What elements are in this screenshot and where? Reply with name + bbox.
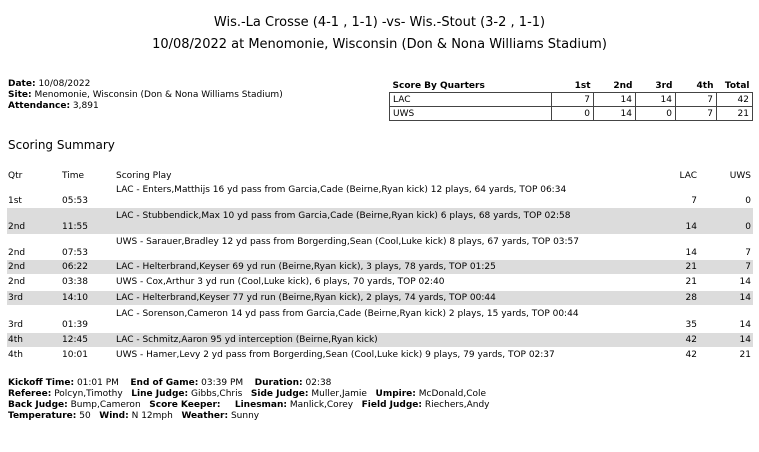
row-time: 12:45 xyxy=(62,335,88,345)
row-qtr: 4th xyxy=(8,335,23,345)
scoring-row xyxy=(7,349,753,363)
sbq-q3: 0 xyxy=(636,107,676,121)
row-time: 06:22 xyxy=(62,262,88,272)
row-lac-score: 14 xyxy=(685,222,697,232)
duration-value: 02:38 xyxy=(305,378,332,388)
row-time: 01:39 xyxy=(62,320,88,330)
row-play: UWS - Sarauer,Bradley 12 yd pass from Borgerding,Sean (Cool,Luke kick) 8 plays, 67 yards, TOP 03:57 xyxy=(116,237,580,247)
date-value: 10/08/2022 xyxy=(38,79,91,89)
row-time: 05:53 xyxy=(62,196,88,206)
sbq-total: 42 xyxy=(717,93,753,107)
score-by-quarters-table xyxy=(389,80,753,121)
game-title: Wis.-La Crosse (4-1 , 1-1) -vs- Wis.-Stout (3-2 , 1-1) xyxy=(213,15,546,30)
umpire-value: McDonald,Cole xyxy=(418,389,487,399)
date-label: Date: xyxy=(8,79,36,89)
duration-label: Duration: xyxy=(254,378,303,388)
row-time: 07:53 xyxy=(62,248,88,258)
attendance-line xyxy=(8,101,283,112)
game-subtitle: 10/08/2022 at Menomonie, Wisconsin (Don & Nona Williams Stadium) xyxy=(152,37,607,52)
sbq-header-q3: 3rd xyxy=(655,81,673,91)
row-play: UWS - Cox,Arthur 3 yd run (Cool,Luke kick), 6 plays, 70 yards, TOP 02:40 xyxy=(116,277,445,287)
sbq-q2: 14 xyxy=(594,93,636,107)
scoring-row xyxy=(7,260,753,274)
row-qtr: 3rd xyxy=(8,293,23,303)
row-qtr: 2nd xyxy=(8,262,26,272)
game-info xyxy=(8,79,283,112)
sbq-team: UWS xyxy=(390,107,552,121)
row-qtr: 4th xyxy=(8,350,23,360)
wind-label: Wind: xyxy=(99,411,129,421)
field-judge-value: Riechers,Andy xyxy=(424,400,490,410)
row-qtr: 2nd xyxy=(8,248,26,258)
row-uws-score: 14 xyxy=(739,335,751,345)
row-qtr: 3rd xyxy=(8,320,23,330)
kickoff-value: 01:01 PM xyxy=(76,378,119,388)
line-judge-value: Gibbs,Chris xyxy=(190,389,243,399)
col-header-uws: UWS xyxy=(729,171,751,181)
sbq-header-q1: 1st xyxy=(574,81,591,91)
side-judge-label: Side Judge: xyxy=(250,389,309,399)
site-value: Menomonie, Wisconsin (Don & Nona Williams Stadium) xyxy=(34,90,283,100)
row-time: 14:10 xyxy=(62,293,88,303)
row-play: LAC - Enters,Matthijs 16 yd pass from Garcia,Cade (Beirne,Ryan kick) 12 plays, 64 yards, TOP 06:34 xyxy=(116,185,567,195)
sbq-q1: 0 xyxy=(552,107,594,121)
sbq-total: 21 xyxy=(717,107,753,121)
linesman-label: Linesman: xyxy=(234,400,288,410)
officials-line-1 xyxy=(8,389,490,400)
date-line xyxy=(8,79,283,90)
scoring-row xyxy=(7,208,753,234)
row-uws-score: 21 xyxy=(739,350,751,360)
row-qtr: 1st xyxy=(8,196,22,206)
temperature-value: 50 xyxy=(79,411,91,421)
site-line xyxy=(8,90,283,101)
sbq-q2: 14 xyxy=(594,107,636,121)
scoring-row xyxy=(7,275,753,289)
linesman-value: Manlick,Corey xyxy=(289,400,354,410)
sbq-q4: 7 xyxy=(676,93,717,107)
row-uws-score: 14 xyxy=(739,277,751,287)
scoring-row xyxy=(7,307,753,332)
times-line xyxy=(8,378,490,389)
back-judge-label: Back Judge: xyxy=(8,400,68,410)
line-judge-label: Line Judge: xyxy=(131,389,189,399)
weather-label: Weather: xyxy=(181,411,229,421)
row-lac-score: 14 xyxy=(685,248,697,258)
field-judge-label: Field Judge: xyxy=(361,400,422,410)
officials-line-2 xyxy=(8,400,490,411)
scoring-row xyxy=(7,184,753,207)
col-header-qtr: Qtr xyxy=(8,171,23,181)
row-qtr: 2nd xyxy=(8,277,26,287)
scoring-row xyxy=(7,333,753,347)
row-lac-score: 21 xyxy=(685,262,697,272)
back-judge-value: Bump,Cameron xyxy=(70,400,141,410)
row-play: UWS - Hamer,Levy 2 yd pass from Borgerding,Sean (Cool,Luke kick) 9 plays, 79 yards, TOP 02:37 xyxy=(116,350,555,360)
col-header-play: Scoring Play xyxy=(116,171,172,181)
row-play: LAC - Helterbrand,Keyser 77 yd run (Beirne,Ryan kick), 2 plays, 74 yards, TOP 00:44 xyxy=(116,293,496,303)
sbq-q4: 7 xyxy=(676,107,717,121)
row-uws-score: 7 xyxy=(745,262,751,272)
attendance-value: 3,891 xyxy=(72,101,99,111)
row-lac-score: 7 xyxy=(691,196,697,206)
sbq-header-total: Total xyxy=(724,81,750,91)
sbq-team: LAC xyxy=(390,93,552,107)
sbq-q1: 7 xyxy=(552,93,594,107)
row-play: LAC - Sorenson,Cameron 14 yd pass from Garcia,Cade (Beirne,Ryan kick) 2 plays, 15 yards, TOP 00:44 xyxy=(116,309,579,319)
row-time: 10:01 xyxy=(62,350,88,360)
sbq-q3: 14 xyxy=(636,93,676,107)
scoring-summary-title: Scoring Summary xyxy=(8,138,115,152)
referee-label: Referee: xyxy=(8,389,52,399)
row-play: LAC - Helterbrand,Keyser 69 yd run (Beirne,Ryan kick), 3 plays, 78 yards, TOP 01:25 xyxy=(116,262,496,272)
referee-value: Polcyn,Timothy xyxy=(54,389,123,399)
weather-line xyxy=(8,411,490,422)
row-qtr: 2nd xyxy=(8,222,26,232)
scoring-row xyxy=(7,234,753,259)
row-time: 11:55 xyxy=(62,222,88,232)
row-lac-score: 42 xyxy=(685,335,697,345)
col-header-lac: LAC xyxy=(679,171,697,181)
weather-value: Sunny xyxy=(230,411,260,421)
sbq-row-lac xyxy=(390,93,753,107)
scoring-row xyxy=(7,291,753,305)
attendance-label: Attendance: xyxy=(8,101,71,111)
row-time: 03:38 xyxy=(62,277,88,287)
row-lac-score: 21 xyxy=(685,277,697,287)
score-keeper-label: Score Keeper: xyxy=(149,400,221,410)
row-play: LAC - Schmitz,Aaron 95 yd interception (Beirne,Ryan kick) xyxy=(116,335,378,345)
row-uws-score: 0 xyxy=(745,222,751,232)
side-judge-value: Muller,Jamie xyxy=(311,389,367,399)
row-uws-score: 0 xyxy=(745,196,751,206)
sbq-header-q4: 4th xyxy=(696,81,714,91)
sbq-header-title: Score By Quarters xyxy=(392,81,485,91)
row-lac-score: 28 xyxy=(685,293,697,303)
kickoff-label: Kickoff Time: xyxy=(8,378,75,388)
sbq-row-uws xyxy=(390,107,753,121)
row-play: LAC - Stubbendick,Max 10 yd pass from Garcia,Cade (Beirne,Ryan kick) 6 plays, 68 yards, TOP 02:58 xyxy=(116,211,571,221)
temperature-label: Temperature: xyxy=(8,411,77,421)
end-value: 03:39 PM xyxy=(201,378,244,388)
umpire-label: Umpire: xyxy=(375,389,416,399)
game-details-footer xyxy=(8,378,490,422)
sbq-header-row xyxy=(390,80,753,93)
col-header-time: Time xyxy=(62,171,85,181)
end-label: End of Game: xyxy=(130,378,199,388)
row-uws-score: 14 xyxy=(739,320,751,330)
site-label: Site: xyxy=(8,90,32,100)
sbq-header-q2: 2nd xyxy=(613,81,633,91)
row-uws-score: 14 xyxy=(739,293,751,303)
row-lac-score: 42 xyxy=(685,350,697,360)
wind-value: N 12mph xyxy=(131,411,173,421)
row-uws-score: 7 xyxy=(745,248,751,258)
row-lac-score: 35 xyxy=(685,320,697,330)
